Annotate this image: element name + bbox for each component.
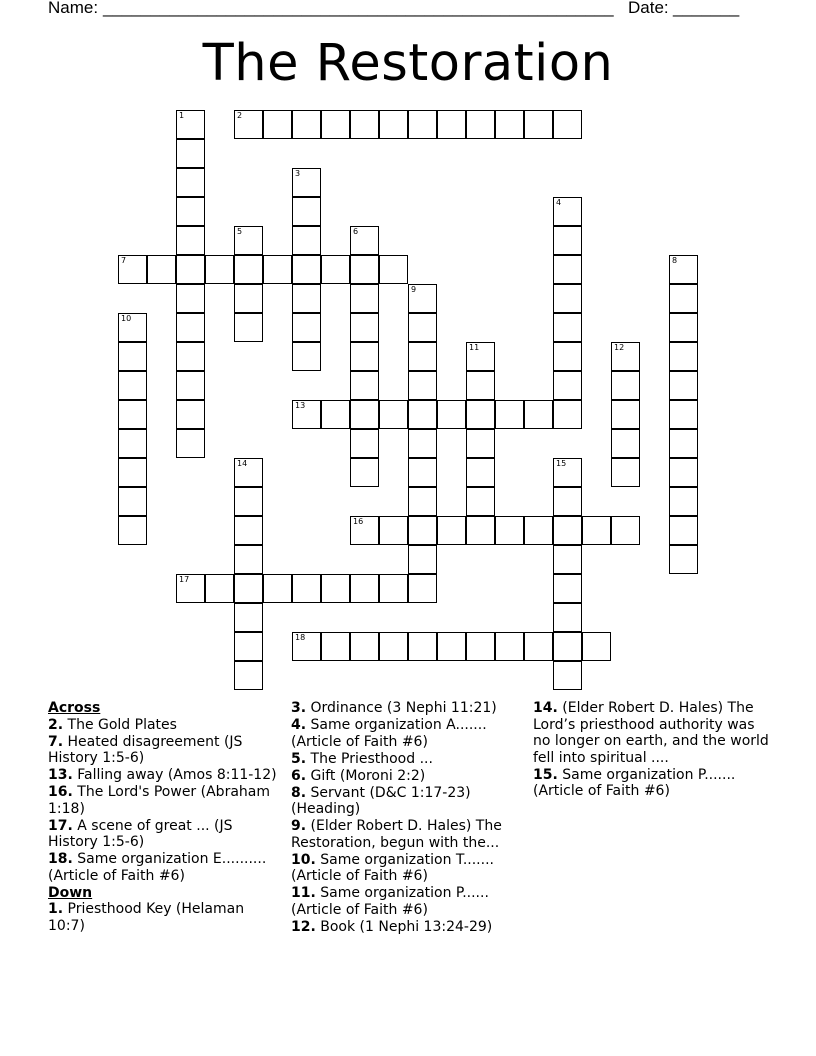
crossword-cell[interactable] [350,574,379,603]
crossword-cell[interactable] [408,284,437,313]
across-clue: 17. A scene of great ... (JS History 1:5-6) [48,817,233,850]
crossword-cell[interactable] [118,342,147,371]
crossword-cell[interactable] [234,574,263,603]
clue-number: 7 [121,256,127,265]
crossword-cell[interactable] [350,458,379,487]
crossword-cell[interactable] [350,371,379,400]
crossword-cell[interactable] [176,429,205,458]
crossword-cell[interactable] [292,313,321,342]
across-clue: 7. Heated disagreement (JS History 1:5-6) [48,733,243,766]
crossword-cell[interactable] [553,458,582,487]
crossword-cell[interactable] [234,487,263,516]
down-clue: 12. Book (1 Nephi 13:24-29) [291,918,493,935]
clue-number: 15 [556,459,567,468]
crossword-cell[interactable] [321,400,350,429]
crossword-cell[interactable] [234,632,263,661]
crossword-cell[interactable] [263,255,292,284]
crossword-cell[interactable] [263,574,292,603]
crossword-cell[interactable] [176,400,205,429]
crossword-cell[interactable] [466,429,495,458]
crossword-cell[interactable] [379,255,408,284]
crossword-cell[interactable] [350,255,379,284]
crossword-cell[interactable] [669,516,698,545]
crossword-cell[interactable] [437,400,466,429]
crossword-cell[interactable] [553,342,582,371]
crossword-cell[interactable] [292,110,321,139]
crossword-cell[interactable] [263,110,292,139]
down-clue: 10. Same organization T.......(Article of Faith #6) [291,851,494,884]
crossword-cell[interactable] [466,400,495,429]
down-clue: 8. Servant (D&C 1:17-23)(Heading) [291,784,471,817]
crossword-cell[interactable] [611,458,640,487]
crossword-cell[interactable] [553,110,582,139]
down-clue-list-end [533,700,773,800]
crossword-cell[interactable] [321,255,350,284]
crossword-cell[interactable] [669,458,698,487]
crossword-cell[interactable] [292,226,321,255]
across-clue: 13. Falling away (Amos 8:11-12) [48,767,277,783]
crossword-cell[interactable] [379,574,408,603]
crossword-cell[interactable] [234,545,263,574]
crossword-cell[interactable] [234,284,263,313]
crossword-cell[interactable] [408,487,437,516]
crossword-cell[interactable] [466,516,495,545]
name-label: Name: [48,0,99,17]
clue-number: 18 [295,633,306,642]
clue-number: 3 [295,169,301,178]
across-clue: 2. The Gold Plates [48,716,177,733]
crossword-cell[interactable] [611,400,640,429]
down-clue: 4. Same organization A.......(Article of Faith #6) [291,717,487,750]
crossword-cell[interactable] [292,197,321,226]
crossword-cell[interactable] [176,168,205,197]
crossword-cell[interactable] [118,429,147,458]
crossword-cell[interactable] [408,574,437,603]
crossword-cell[interactable] [292,574,321,603]
crossword-cell[interactable] [408,110,437,139]
crossword-cell[interactable] [176,371,205,400]
crossword-cell[interactable] [118,371,147,400]
crossword-cell[interactable] [669,342,698,371]
clues-column-3 [533,700,773,800]
date-label: Date: [628,0,669,17]
clue-number: 17 [179,575,190,584]
crossword-cell[interactable] [553,574,582,603]
crossword-cell[interactable] [553,545,582,574]
crossword-cell[interactable] [408,632,437,661]
across-clue-list [48,717,278,885]
crossword-cell[interactable] [379,400,408,429]
crossword-cell[interactable] [611,371,640,400]
crossword-cell[interactable] [350,110,379,139]
down-clue: 9. (Elder Robert D. Hales) The Restoration, begun with the... [291,818,502,851]
crossword-cell[interactable] [553,226,582,255]
crossword-cell[interactable] [234,255,263,284]
crossword-cell[interactable] [350,429,379,458]
across-clue: 16. The Lord's Power (Abraham 1:18) [48,784,270,817]
crossword-cell[interactable] [292,255,321,284]
crossword-cell[interactable] [176,139,205,168]
crossword-cell[interactable] [234,110,263,139]
crossword-cell[interactable] [118,487,147,516]
crossword-cell[interactable] [234,661,263,690]
crossword-cell[interactable] [350,516,379,545]
crossword-cell[interactable] [350,632,379,661]
down-clue: 11. Same organization P......(Article of Faith #6) [291,885,489,918]
crossword-cell[interactable] [553,197,582,226]
crossword-cell[interactable] [524,632,553,661]
crossword-cell[interactable] [495,632,524,661]
crossword-cell[interactable] [321,632,350,661]
crossword-cell[interactable] [205,574,234,603]
crossword-cell[interactable] [408,400,437,429]
crossword-cell[interactable] [611,342,640,371]
crossword-cell[interactable] [669,255,698,284]
crossword-cell[interactable] [524,110,553,139]
clue-number: 1 [179,111,185,120]
crossword-cell[interactable] [234,313,263,342]
crossword-cell[interactable] [466,632,495,661]
down-clue-list-middle [291,700,521,935]
down-clue: 3. Ordinance (3 Nephi 11:21) [291,700,497,716]
clue-number: 6 [353,227,359,236]
crossword-cell[interactable] [466,342,495,371]
clues-column-2 [291,700,521,936]
crossword-cell[interactable] [669,545,698,574]
crossword-cell[interactable] [292,168,321,197]
crossword-cell[interactable] [437,110,466,139]
crossword-cell[interactable] [553,284,582,313]
across-clue: 18. Same organization E..........(Article of Faith #6) [48,851,267,884]
crossword-cell[interactable] [408,429,437,458]
crossword-cell[interactable] [669,284,698,313]
crossword-cell[interactable] [176,197,205,226]
crossword-cell[interactable] [118,255,147,284]
down-clue: 15. Same organization P.......(Article of Faith #6) [533,766,736,799]
crossword-cell[interactable] [582,516,611,545]
crossword-cell[interactable] [495,400,524,429]
down-clue: 14. (Elder Robert D. Hales) The Lord’s priesthood authority was no longer on earth, and the world fell into spiritual .... [533,700,769,766]
down-clue: 6. Gift (Moroni 2:2) [291,767,426,784]
crossword-cell[interactable] [234,516,263,545]
across-heading: Across [48,700,101,716]
crossword-cell[interactable] [669,400,698,429]
crossword-cell[interactable] [611,429,640,458]
crossword-cell[interactable] [118,516,147,545]
crossword-cell[interactable] [669,487,698,516]
crossword-cell[interactable] [234,458,263,487]
crossword-cell[interactable] [408,342,437,371]
crossword-cell[interactable] [408,516,437,545]
date-line[interactable]: _______ [673,0,740,17]
crossword-cell[interactable] [176,284,205,313]
crossword-cell[interactable] [234,226,263,255]
clue-number: 13 [295,401,306,410]
crossword-cell[interactable] [669,313,698,342]
crossword-cell[interactable] [205,255,234,284]
crossword-cell[interactable] [408,371,437,400]
crossword-cell[interactable] [234,603,263,632]
crossword-cell[interactable] [553,371,582,400]
crossword-cell[interactable] [321,110,350,139]
crossword-cell[interactable] [350,226,379,255]
crossword-cell[interactable] [176,313,205,342]
crossword-cell[interactable] [176,574,205,603]
crossword-cell[interactable] [466,371,495,400]
crossword-cell[interactable] [379,632,408,661]
crossword-cell[interactable] [350,400,379,429]
down-clue-list-start [48,901,278,934]
crossword-cell[interactable] [495,516,524,545]
crossword-cell[interactable] [553,313,582,342]
clue-number: 2 [237,111,243,120]
crossword-cell[interactable] [350,342,379,371]
crossword-cell[interactable] [611,516,640,545]
clue-number: 14 [237,459,248,468]
crossword-cell[interactable] [379,110,408,139]
crossword-cell[interactable] [669,371,698,400]
clue-number: 10 [121,314,132,323]
down-clue: 1. Priesthood Key (Helaman 10:7) [48,901,245,934]
crossword-cell[interactable] [669,429,698,458]
crossword-cell[interactable] [292,284,321,313]
crossword-cell[interactable] [118,458,147,487]
crossword-cell[interactable] [408,458,437,487]
crossword-cell[interactable] [118,313,147,342]
crossword-cell[interactable] [292,400,321,429]
crossword-cell[interactable] [553,603,582,632]
crossword-cell[interactable] [321,574,350,603]
page-title: The Restoration [202,34,614,93]
crossword-cell[interactable] [176,342,205,371]
crossword-cell[interactable] [118,400,147,429]
crossword-cell[interactable] [437,632,466,661]
crossword-cell[interactable] [524,516,553,545]
crossword-cell[interactable] [176,110,205,139]
down-heading: Down [48,884,93,901]
crossword-cell[interactable] [553,516,582,545]
crossword-cell[interactable] [350,284,379,313]
crossword-cell[interactable] [292,342,321,371]
crossword-cell[interactable] [582,632,611,661]
crossword-cell[interactable] [466,487,495,516]
name-line[interactable]: ______________________________________________________ [103,0,614,17]
crossword-cell[interactable] [466,110,495,139]
crossword-cell[interactable] [408,313,437,342]
clue-number: 8 [672,256,678,265]
crossword-cell[interactable] [147,255,176,284]
crossword-cell[interactable] [553,255,582,284]
clues-column-1 [48,700,278,935]
crossword-cell[interactable] [495,110,524,139]
crossword-cell[interactable] [553,487,582,516]
crossword-cell[interactable] [553,400,582,429]
crossword-cell[interactable] [524,400,553,429]
clue-number: 11 [469,343,480,352]
crossword-cell[interactable] [176,255,205,284]
clue-number: 16 [353,517,364,526]
clue-number: 9 [411,285,417,294]
down-clue: 5. The Priesthood ... [291,750,433,767]
clue-number: 4 [556,198,562,207]
crossword-cell[interactable] [408,545,437,574]
crossword-cell[interactable] [379,516,408,545]
crossword-cell[interactable] [553,632,582,661]
clue-number: 5 [237,227,243,236]
crossword-cell[interactable] [350,313,379,342]
crossword-cell[interactable] [292,632,321,661]
crossword-cell[interactable] [553,661,582,690]
clue-number: 12 [614,343,625,352]
crossword-cell[interactable] [437,516,466,545]
crossword-cell[interactable] [466,458,495,487]
crossword-cell[interactable] [176,226,205,255]
